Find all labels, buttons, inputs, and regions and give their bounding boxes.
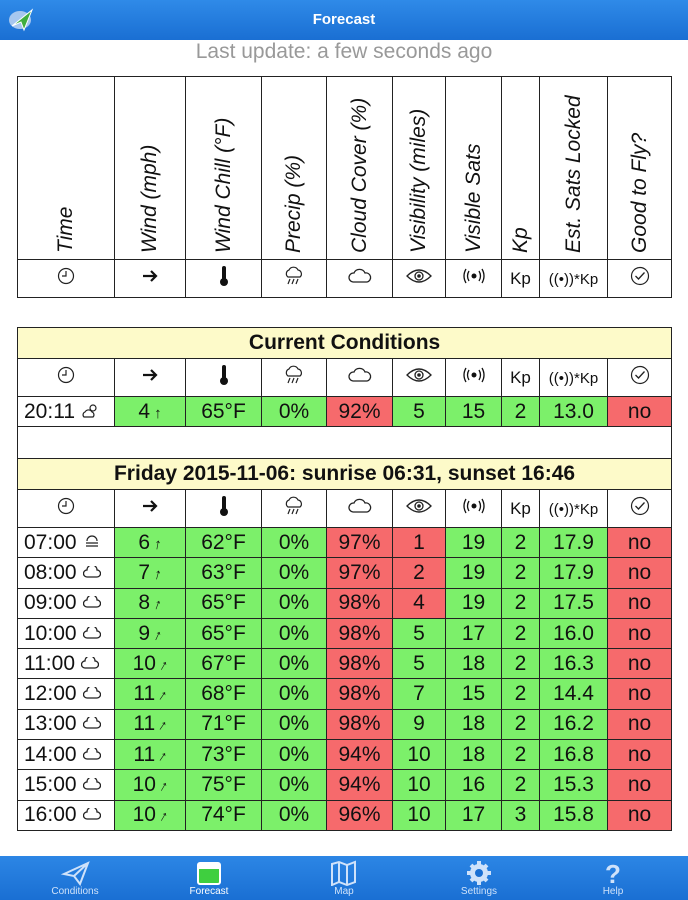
wind-cell [115, 618, 186, 648]
column-header [540, 77, 608, 260]
check-circle-icon [608, 490, 672, 528]
wind-value: 10 [132, 803, 156, 827]
kp-cell: 3 [502, 800, 540, 830]
tab-map[interactable] [275, 856, 413, 900]
kp-column-label: Kp [502, 359, 540, 397]
visibility-cell: 4 [393, 588, 446, 618]
current-conditions-title: Current Conditions [18, 328, 672, 359]
tab-forecast[interactable] [140, 856, 278, 900]
wind-cell [115, 740, 186, 770]
calendar-icon [140, 860, 278, 886]
visible-sats-cell: 19 [446, 528, 502, 558]
good-to-fly-cell: no [608, 740, 672, 770]
column-header-label: Wind Chill (°F) [211, 117, 235, 253]
precip-cell: 0% [262, 397, 327, 427]
wind-chill-cell: 65°F [186, 397, 262, 427]
sats-kp-icon: ((•))*Kp [540, 490, 608, 528]
wind-chill-cell: 67°F [186, 649, 262, 679]
visible-sats-cell: 18 [446, 709, 502, 739]
wind-direction-icon: ↑ [150, 625, 165, 645]
precip-cell: 0% [262, 588, 327, 618]
eye-icon [393, 359, 446, 397]
wind-value: 6 [138, 530, 151, 554]
time-cell [18, 588, 115, 618]
column-header-label: Visibility (miles) [407, 108, 430, 253]
table-row [18, 528, 672, 558]
time-cell [18, 528, 115, 558]
forecast-table [17, 458, 672, 831]
wind-cell [115, 528, 186, 558]
wind-cell [115, 679, 186, 709]
time-value: 07:00 [24, 530, 77, 554]
time-value: 09:00 [24, 591, 77, 615]
time-cell [18, 618, 115, 648]
time-value: 13:00 [24, 712, 77, 736]
question-icon [544, 860, 682, 886]
wind-direction-icon: ↑ [156, 656, 172, 675]
column-header-label: Visible Sats [461, 143, 485, 253]
visibility-cell: 1 [393, 528, 446, 558]
tab-help-label: Help [602, 886, 624, 897]
time-value: 12:00 [24, 682, 77, 706]
good-to-fly-cell: no [608, 800, 672, 830]
cloud-cover-cell: 92% [327, 397, 393, 427]
cloud-cover-cell: 98% [327, 679, 393, 709]
wind-value: 4 [138, 399, 151, 423]
visibility-cell: 10 [393, 770, 446, 800]
cloud-cover-cell: 98% [327, 618, 393, 648]
visible-sats-cell: 15 [446, 397, 502, 427]
tab-forecast-label: Forecast [189, 886, 229, 897]
wind-cell [115, 709, 186, 739]
column-header [262, 77, 327, 260]
time-value: 11:00 [24, 651, 75, 675]
map-icon [275, 860, 413, 886]
cloud-icon [327, 359, 393, 397]
wind-chill-cell: 65°F [186, 618, 262, 648]
clock-icon [18, 260, 115, 298]
wind-direction-icon: ↑ [154, 747, 171, 766]
satellite-signal-icon [446, 359, 502, 397]
top-bar [0, 0, 688, 40]
table-row [18, 558, 672, 588]
wind-cell [115, 397, 186, 427]
current-conditions-table [17, 327, 672, 459]
partly-cloudy-icon [81, 404, 97, 421]
est-sats-cell: 15.8 [540, 800, 608, 830]
sats-kp-icon: ((•))*Kp [540, 260, 608, 298]
cloud-icon [83, 748, 99, 764]
cloud-icon [327, 260, 393, 298]
est-sats-cell: 14.4 [540, 679, 608, 709]
visible-sats-cell: 19 [446, 588, 502, 618]
rain-cloud-icon [262, 260, 327, 298]
kp-column-label: Kp [502, 260, 540, 298]
column-header-label: Wind (mph) [138, 144, 161, 253]
check-circle-icon [608, 260, 672, 298]
est-sats-cell: 17.5 [540, 588, 608, 618]
precip-cell: 0% [262, 618, 327, 648]
tab-help[interactable] [544, 856, 682, 900]
table-row [18, 709, 672, 739]
cloud-cover-cell: 97% [327, 558, 393, 588]
wind-cell [115, 770, 186, 800]
forecast-day-title: Friday 2015-11-06: sunrise 06:31, sunset 16:46 [18, 459, 672, 490]
column-header-label: Kp [508, 227, 532, 253]
wind-direction-icon: ↑ [154, 404, 162, 422]
wind-value: 10 [132, 773, 156, 797]
est-sats-cell: 15.3 [540, 770, 608, 800]
tab-conditions-label: Conditions [51, 886, 99, 897]
wind-value: 11 [133, 712, 156, 736]
time-value: 20:11 [24, 399, 75, 423]
kp-cell: 2 [502, 709, 540, 739]
kp-cell: 2 [502, 649, 540, 679]
visible-sats-cell: 18 [446, 740, 502, 770]
precip-cell: 0% [262, 528, 327, 558]
cloud-cover-cell: 94% [327, 740, 393, 770]
thermometer-icon [186, 490, 262, 528]
cloud-cover-cell: 98% [327, 588, 393, 618]
precip-cell: 0% [262, 709, 327, 739]
wind-direction-icon: ↑ [156, 777, 172, 796]
wind-direction-icon: ↑ [154, 686, 171, 705]
good-to-fly-cell: no [608, 588, 672, 618]
tab-map-label: Map [334, 886, 354, 897]
tab-settings-label: Settings [460, 886, 498, 897]
time-cell [18, 397, 115, 427]
good-to-fly-cell: no [608, 770, 672, 800]
table-row [18, 649, 672, 679]
kp-column-label: Kp [502, 490, 540, 528]
column-header-table [17, 76, 672, 298]
column-header [115, 77, 186, 260]
precip-cell: 0% [262, 800, 327, 830]
visible-sats-cell: 19 [446, 558, 502, 588]
cloud-icon [83, 778, 99, 794]
kp-cell: 2 [502, 558, 540, 588]
icon-row [18, 260, 672, 298]
tab-settings[interactable] [410, 856, 548, 900]
time-cell [18, 740, 115, 770]
cloud-cover-cell: 94% [327, 770, 393, 800]
visible-sats-cell: 15 [446, 679, 502, 709]
cloud-cover-cell: 98% [327, 709, 393, 739]
arrow-right-icon [115, 490, 186, 528]
cloud-icon [83, 808, 99, 824]
svg-text:?: ? [605, 860, 621, 886]
cloud-icon [83, 566, 99, 582]
thermometer-icon [186, 260, 262, 298]
tab-conditions[interactable] [6, 856, 144, 900]
kp-cell: 2 [502, 528, 540, 558]
visible-sats-cell: 17 [446, 800, 502, 830]
est-sats-cell: 17.9 [540, 558, 608, 588]
cloud-icon [83, 627, 99, 643]
wind-value: 10 [132, 651, 156, 675]
column-header-label: Good to Fly? [627, 132, 651, 253]
wind-direction-icon: ↑ [152, 565, 164, 584]
precip-cell: 0% [262, 679, 327, 709]
time-cell [18, 709, 115, 739]
time-cell [18, 800, 115, 830]
thermometer-icon [186, 359, 262, 397]
table-row [18, 618, 672, 648]
column-header-label: Time [54, 206, 77, 253]
good-to-fly-cell: no [608, 558, 672, 588]
good-to-fly-cell: no [608, 528, 672, 558]
visibility-cell: 9 [393, 709, 446, 739]
good-to-fly-cell: no [608, 649, 672, 679]
table-row [18, 770, 672, 800]
time-cell [18, 649, 115, 679]
eye-icon [393, 260, 446, 298]
precip-cell: 0% [262, 770, 327, 800]
wind-value: 9 [138, 621, 151, 645]
wind-chill-cell: 75°F [186, 770, 262, 800]
rain-cloud-icon [262, 359, 327, 397]
visibility-cell: 5 [393, 397, 446, 427]
cloud-icon [83, 687, 99, 703]
column-header [446, 77, 502, 260]
wind-chill-cell: 71°F [186, 709, 262, 739]
arrow-right-icon [115, 359, 186, 397]
cloud-cover-cell: 96% [327, 800, 393, 830]
column-header [18, 77, 115, 260]
good-to-fly-cell: no [608, 397, 672, 427]
time-value: 08:00 [24, 560, 77, 584]
est-sats-cell: 17.9 [540, 528, 608, 558]
wind-value: 11 [133, 682, 156, 706]
visible-sats-cell: 17 [446, 618, 502, 648]
spacer-row [18, 427, 672, 459]
time-cell [18, 770, 115, 800]
wind-chill-cell: 74°F [186, 800, 262, 830]
precip-cell: 0% [262, 649, 327, 679]
icon-row [18, 490, 672, 528]
time-cell [18, 558, 115, 588]
wind-direction-icon: ↑ [154, 716, 171, 736]
check-circle-icon [608, 359, 672, 397]
paper-plane-icon [6, 860, 144, 886]
column-header-label: Cloud Cover (%) [347, 97, 371, 253]
kp-cell: 2 [502, 770, 540, 800]
kp-cell: 2 [502, 397, 540, 427]
cloud-cover-cell: 98% [327, 649, 393, 679]
good-to-fly-cell: no [608, 618, 672, 648]
precip-cell: 0% [262, 740, 327, 770]
column-header [502, 77, 540, 260]
est-sats-cell: 16.0 [540, 618, 608, 648]
wind-chill-cell: 73°F [186, 740, 262, 770]
cloud-icon [83, 717, 99, 733]
wind-chill-cell: 68°F [186, 679, 262, 709]
visibility-cell: 7 [393, 679, 446, 709]
est-sats-cell: 16.3 [540, 649, 608, 679]
column-header [608, 77, 672, 260]
time-value: 15:00 [24, 773, 77, 797]
kp-cell: 2 [502, 740, 540, 770]
column-header-label: Est. Sats Locked [561, 95, 585, 253]
visible-sats-cell: 18 [446, 649, 502, 679]
satellite-signal-icon [446, 260, 502, 298]
cloud-icon [327, 490, 393, 528]
visibility-cell: 2 [393, 558, 446, 588]
good-to-fly-cell: no [608, 709, 672, 739]
time-value: 14:00 [24, 742, 77, 766]
clock-icon [18, 490, 115, 528]
est-sats-cell: 13.0 [540, 397, 608, 427]
wind-cell [115, 558, 186, 588]
wind-cell [115, 588, 186, 618]
wind-cell [115, 800, 186, 830]
wind-value: 11 [133, 742, 156, 766]
column-header [327, 77, 393, 260]
last-update-text: Last update: a few seconds ago [195, 40, 493, 63]
column-header [186, 77, 262, 260]
table-row [18, 588, 672, 618]
good-to-fly-cell: no [608, 679, 672, 709]
visibility-cell: 10 [393, 800, 446, 830]
visibility-cell: 5 [393, 618, 446, 648]
column-header-label: Precip (%) [282, 154, 305, 253]
wind-direction-icon: ↑ [151, 595, 165, 615]
visibility-cell: 5 [393, 649, 446, 679]
kp-cell: 2 [502, 588, 540, 618]
icon-row [18, 359, 672, 397]
visibility-cell: 10 [393, 740, 446, 770]
table-row [18, 800, 672, 830]
time-cell [18, 679, 115, 709]
table-row [18, 740, 672, 770]
sats-kp-icon: ((•))*Kp [540, 359, 608, 397]
wind-chill-cell: 65°F [186, 588, 262, 618]
wind-direction-icon: ↑ [156, 807, 172, 827]
wind-chill-cell: 62°F [186, 528, 262, 558]
table-row [18, 679, 672, 709]
clock-icon [18, 359, 115, 397]
gear-icon [410, 860, 548, 886]
table-row [18, 397, 672, 427]
eye-icon [393, 490, 446, 528]
column-header [393, 77, 446, 260]
wind-chill-cell: 63°F [186, 558, 262, 588]
satellite-signal-icon [446, 490, 502, 528]
wind-value: 8 [138, 591, 151, 615]
kp-cell: 2 [502, 618, 540, 648]
arrow-right-icon [115, 260, 186, 298]
page-title: Forecast [312, 11, 376, 28]
cloud-icon [81, 657, 97, 673]
est-sats-cell: 16.2 [540, 709, 608, 739]
rain-cloud-icon [262, 490, 327, 528]
visible-sats-cell: 16 [446, 770, 502, 800]
wind-direction-icon: ↑ [152, 535, 164, 554]
tab-bar [0, 856, 688, 900]
time-value: 16:00 [24, 803, 77, 827]
est-sats-cell: 16.8 [540, 740, 608, 770]
precip-cell: 0% [262, 558, 327, 588]
kp-cell: 2 [502, 679, 540, 709]
cloud-icon [83, 596, 99, 612]
time-value: 10:00 [24, 621, 77, 645]
wind-cell [115, 649, 186, 679]
cloud-cover-cell: 97% [327, 528, 393, 558]
fog-icon [83, 535, 99, 552]
wind-value: 7 [138, 560, 151, 584]
